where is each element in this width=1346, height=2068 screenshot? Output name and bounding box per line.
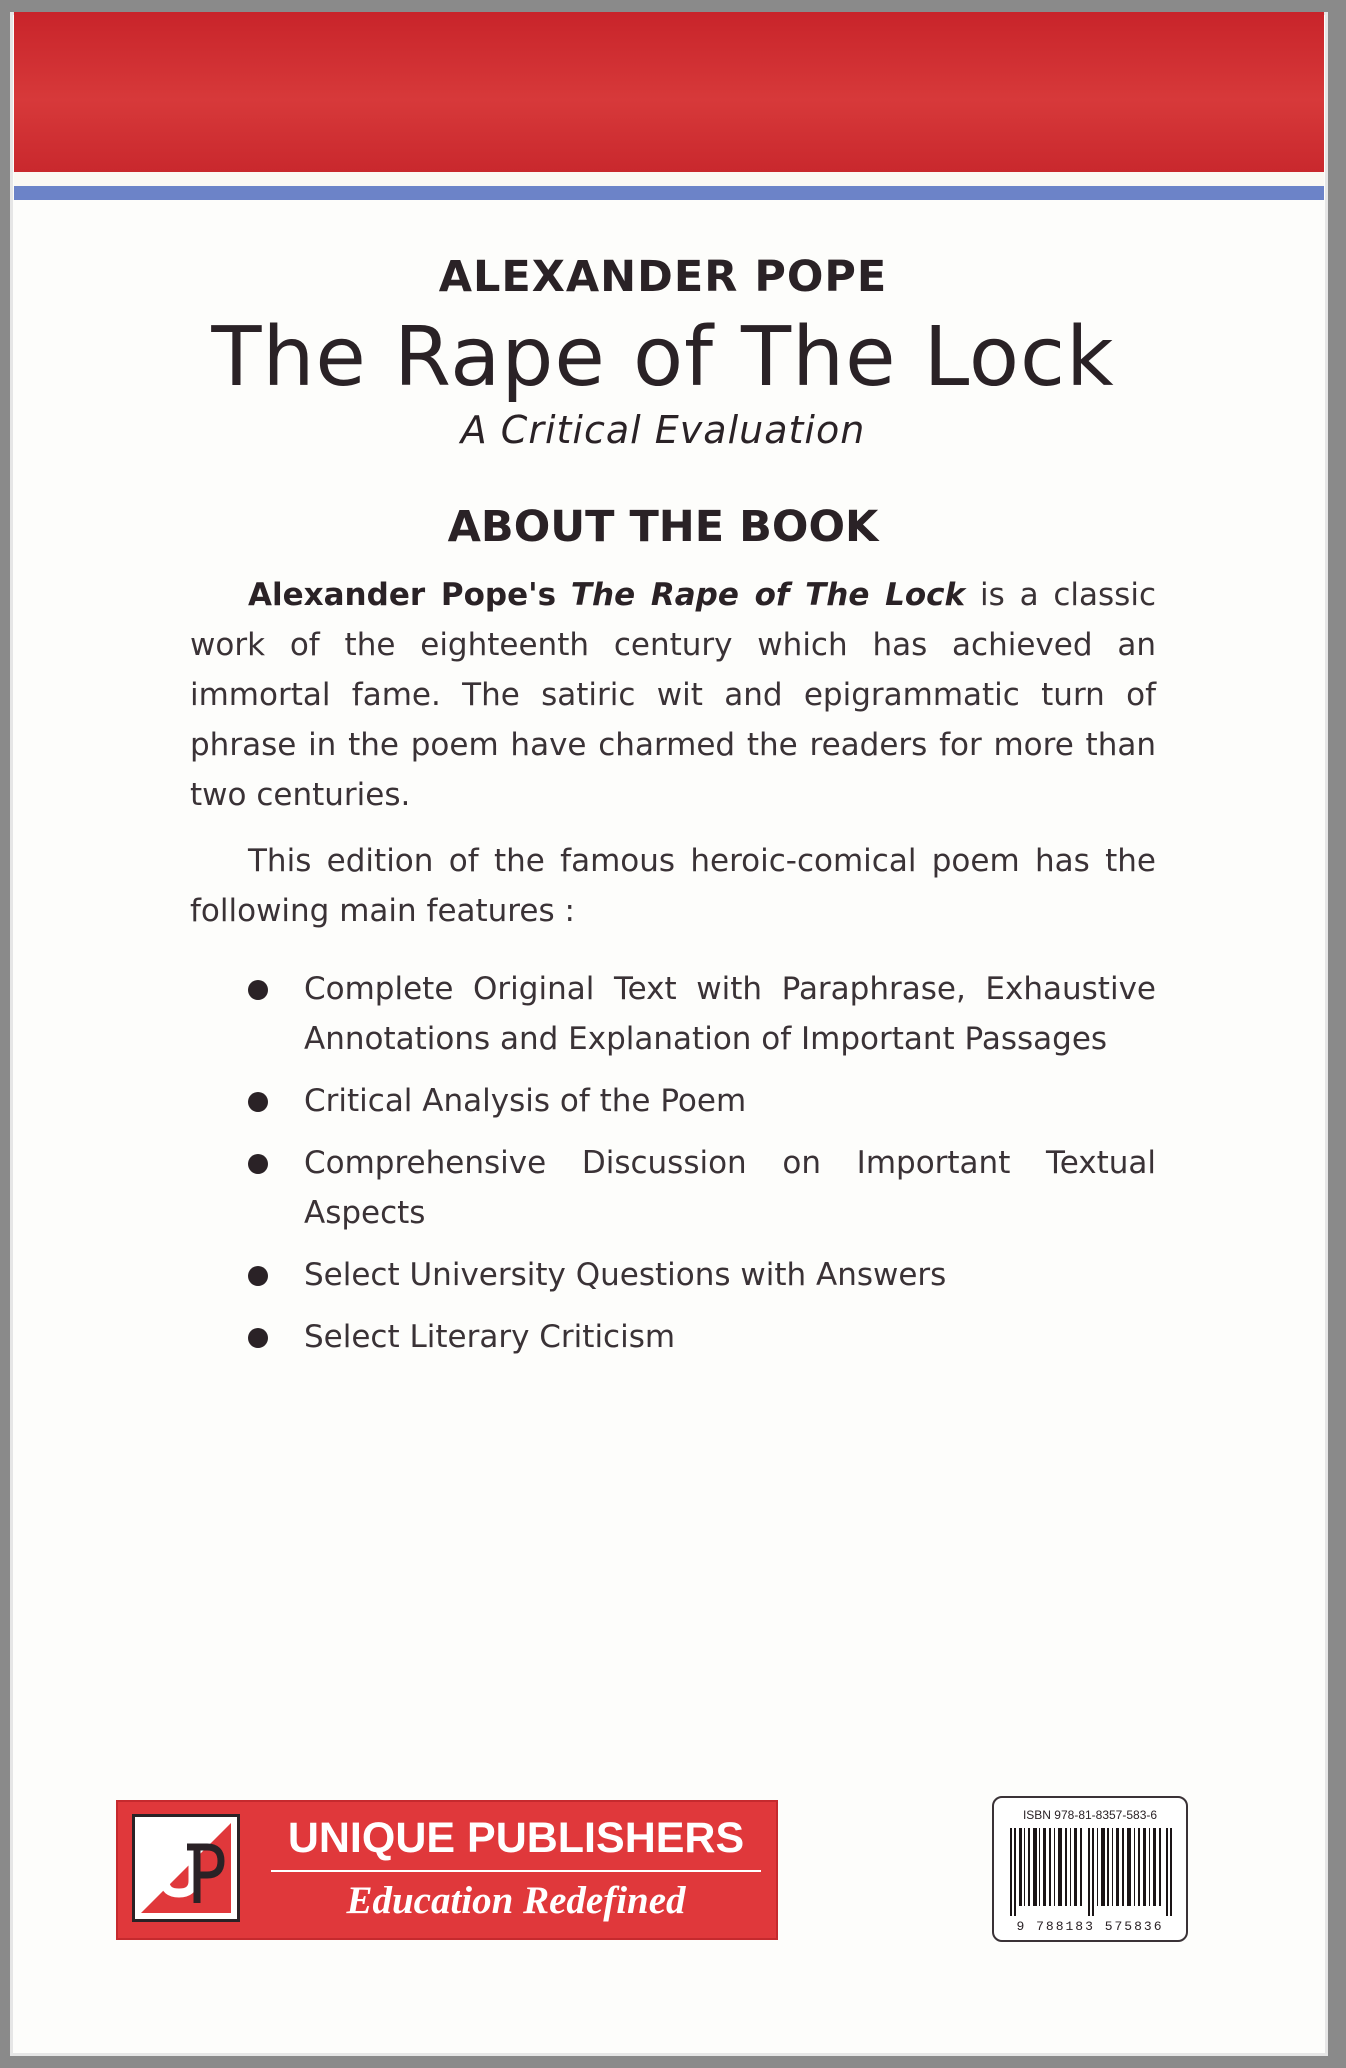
features-list xyxy=(190,964,1156,1362)
feature-text: Complete Original Text with Paraphrase, Exhaustive Annotations and Explanation of Important Passages xyxy=(304,971,1156,1057)
bullet-icon xyxy=(248,1154,268,1174)
about-paragraph-1-text: is a classic work of the eighteenth century which has achieved an immortal fame. The satiric wit and epigrammatic turn of phrase in the poem have charmed the readers for more than two centuries. xyxy=(190,577,1156,813)
publisher-tagline: Education Redefined xyxy=(346,1879,686,1922)
bullet-icon xyxy=(248,1266,268,1286)
feature-text: Comprehensive Discussion on Important Textual Aspects xyxy=(304,1145,1156,1231)
bullet-icon xyxy=(248,1328,268,1348)
isbn-barcode xyxy=(992,1796,1188,1942)
about-heading: ABOUT THE BOOK xyxy=(447,502,879,552)
isbn-text: ISBN 978-81-8357-583-6 xyxy=(1022,1808,1158,1822)
author-name: ALEXANDER POPE xyxy=(438,252,888,302)
about-body xyxy=(190,570,1156,1374)
publisher-divider xyxy=(271,1870,761,1872)
top-red-band xyxy=(14,12,1324,172)
barcode-digits: 9 788183 575836 xyxy=(1016,1919,1164,1934)
about-paragraph-2: This edition of the famous heroic-comical poem has the following main features : xyxy=(190,843,1156,929)
list-item xyxy=(248,1250,1156,1300)
book-title: The Rape of The Lock xyxy=(211,310,1115,405)
publisher-logo xyxy=(116,1800,778,1940)
top-white-stripe xyxy=(14,172,1324,186)
barcode-bars-icon xyxy=(1008,1828,1176,1916)
feature-text: Select Literary Criticism xyxy=(304,1319,676,1355)
list-item xyxy=(248,1312,1156,1362)
publisher-name: UNIQUE PUBLISHERS xyxy=(287,1814,745,1862)
list-item xyxy=(248,964,1156,1064)
up-monogram-icon xyxy=(132,1814,240,1922)
feature-text: Critical Analysis of the Poem xyxy=(304,1083,747,1119)
about-paragraph-1 xyxy=(190,570,1156,820)
bullet-icon xyxy=(248,980,268,1000)
list-item xyxy=(248,1076,1156,1126)
about-title-italic: The Rape of The Lock xyxy=(570,577,966,613)
about-author-bold: Alexander Pope's xyxy=(248,577,557,613)
feature-text: Select University Questions with Answers xyxy=(304,1257,947,1293)
book-subtitle: A Critical Evaluation xyxy=(460,408,866,452)
top-blue-stripe xyxy=(14,186,1324,200)
list-item xyxy=(248,1138,1156,1238)
bullet-icon xyxy=(248,1092,268,1112)
